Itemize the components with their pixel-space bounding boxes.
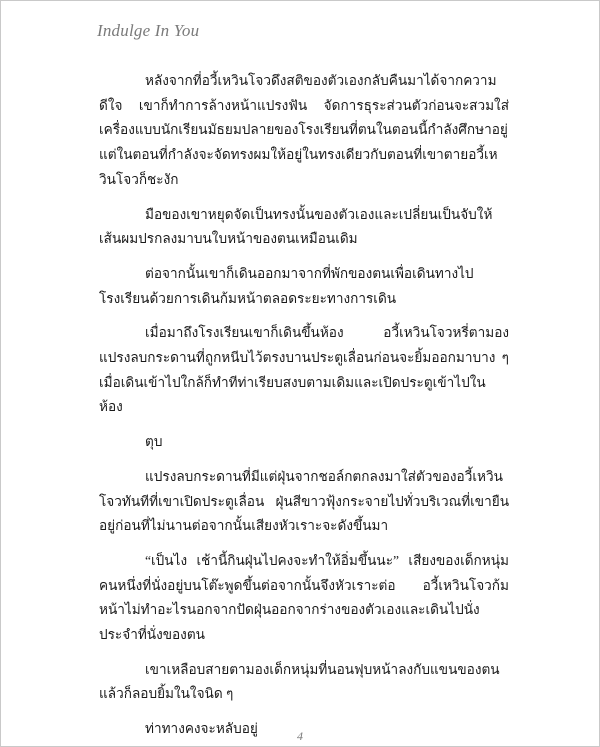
running-header: Indulge In You — [97, 21, 200, 40]
paragraph: แปรงลบกระดานที่มีแต่ฝุ่นจากชอล์กตกลงมาใส่ตัวของอวี้เหวินโจวทันทีที่เขาเปิดประตูเลื่อน ฝุ่นสีขาวฟุ้งกระจายไปทั่วบริเวณที่เขายืนอยู่ก่อนที่ไม่นานต่อจากนั้นเสียงหัวเราะจะดังขึ้นมา — [99, 468, 509, 534]
paragraph: เมื่อมาถึงโรงเรียนเขาก็เดินขึ้นห้อง อวี้เหวินโจวหรี่ตามองแปรงลบกระดานที่ถูกหนีบไว้ตรงบานประตูเลื่อนก่อนจะยิ้มออกมาบาง ๆ เมื่อเดินเข้าไปใกล้ก็ทำทีท่าเรียบสงบตามเดิมและเปิดประตูเข้าไปในห้อง — [99, 325, 509, 415]
body-text — [99, 69, 509, 742]
paragraph: มือของเขาหยุดจัดเป็นทรงนั้นของตัวเองและเปลี่ยนเป็นจับให้เส้นผมปรกลงมาบนใบหน้าของตนเหมือนเดิม — [99, 206, 493, 247]
paragraph: หลังจากที่อวี้เหวินโจวดึงสติของตัวเองกลับคืนมาได้จากความดีใจ เขาก็ทำการล้างหน้าแปรงฟัน จัดการธุระส่วนตัวก่อนจะสวมใส่เครื่องแบบนักเรียนมัธยมปลายของโรงเรียนที่ตนในตอนนี้กำลังศึกษาอยู่ แต่ในตอนที่กำลังจะจัดทรงผมให้อยู่ในทรงเดียวกับตอนที่เขาตายอวี้เหวินโจวก็ชะงัก — [99, 73, 509, 187]
paragraph: ท่าทางคงจะหลับอยู่ — [145, 721, 258, 737]
paragraph: ต่อจากนั้นเขาก็เดินออกมาจากที่พักของตนเพื่อเดินทางไปโรงเรียนด้วยการเดินก้มหน้าตลอดระยะทางการเดิน — [99, 265, 474, 306]
paragraph: เขาเหลือบสายตามองเด็กหนุ่มที่นอนฟุบหน้าลงกับแขนของตนแล้วก็ลอบยิ้มในใจนิด ๆ — [99, 661, 500, 702]
page-number: 4 — [297, 729, 303, 743]
paragraph: “เป็นไง เช้านี้กินฝุ่นไปคงจะทำให้อิ่มขึ้นนะ” เสียงของเด็กหนุ่มคนหนึ่งที่นั่งอยู่บนโต๊ะพูดขึ้นต่อจากนั้นจึงหัวเราะต่อ อวี้เหวินโจวก้มหน้าไม่ทำอะไรนอกจากปัดฝุ่นออกจากร่างของตัวเองและเดินไปนั่งประจำที่นั่งของตน — [99, 552, 509, 643]
paragraph: ตุบ — [145, 434, 163, 450]
